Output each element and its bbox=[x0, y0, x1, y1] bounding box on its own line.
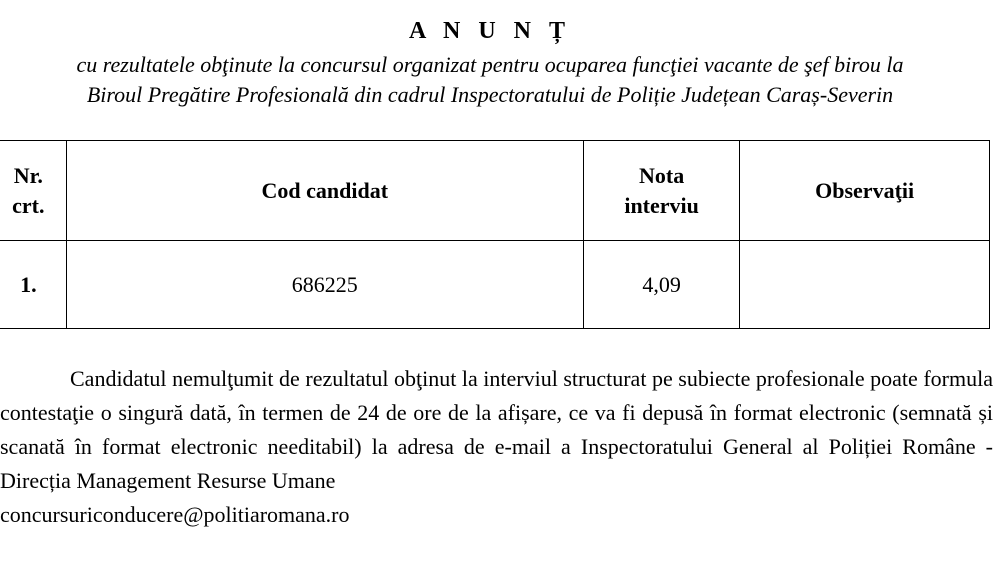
results-table bbox=[0, 140, 990, 329]
subtitle-line-1: cu rezultatele obţinute la concursul organizat pentru ocuparea funcţiei vacante de şef birou la bbox=[76, 52, 904, 77]
notice-paragraph bbox=[0, 362, 993, 532]
header-nr-line1: Nr. bbox=[13, 162, 43, 188]
document-title: A N U N Ț bbox=[408, 18, 571, 44]
table-header-row bbox=[0, 141, 990, 241]
cell-nota: 4,09 bbox=[583, 241, 739, 329]
header-nr-crt bbox=[0, 141, 66, 241]
notice-text: Candidatul nemulţumit de rezultatul obţinut la interviul structurat pe subiecte profesionale poate formula contestaţie o singură dată, în termen de 24 de ore de la afișare, ce va fi depusă în format electronic (semnată și scanată în format electronic needitabil) la adresa de e-mail a Inspectoratului General al Poliției Române - Direcția Management Resurse Umane bbox=[0, 366, 993, 493]
table-row bbox=[0, 241, 990, 329]
header-nota-line1: Nota bbox=[639, 162, 685, 188]
header-nota-interviu bbox=[583, 141, 739, 241]
header-nota-line2: interviu bbox=[624, 192, 699, 218]
cell-cod: 686225 bbox=[66, 241, 583, 329]
cell-nr: 1. bbox=[0, 241, 66, 329]
header-observatii: Observaţii bbox=[740, 141, 990, 241]
header-cod-candidat: Cod candidat bbox=[66, 141, 583, 241]
subtitle-line-2: Biroul Pregătire Profesională din cadrul Inspectoratului de Poliție Județean Caraș-Severin bbox=[86, 82, 894, 107]
cell-observatii bbox=[740, 241, 990, 329]
header-nr-line2: crt. bbox=[12, 192, 45, 218]
notice-email: concursuriconducere@politiaromana.ro bbox=[0, 502, 350, 527]
